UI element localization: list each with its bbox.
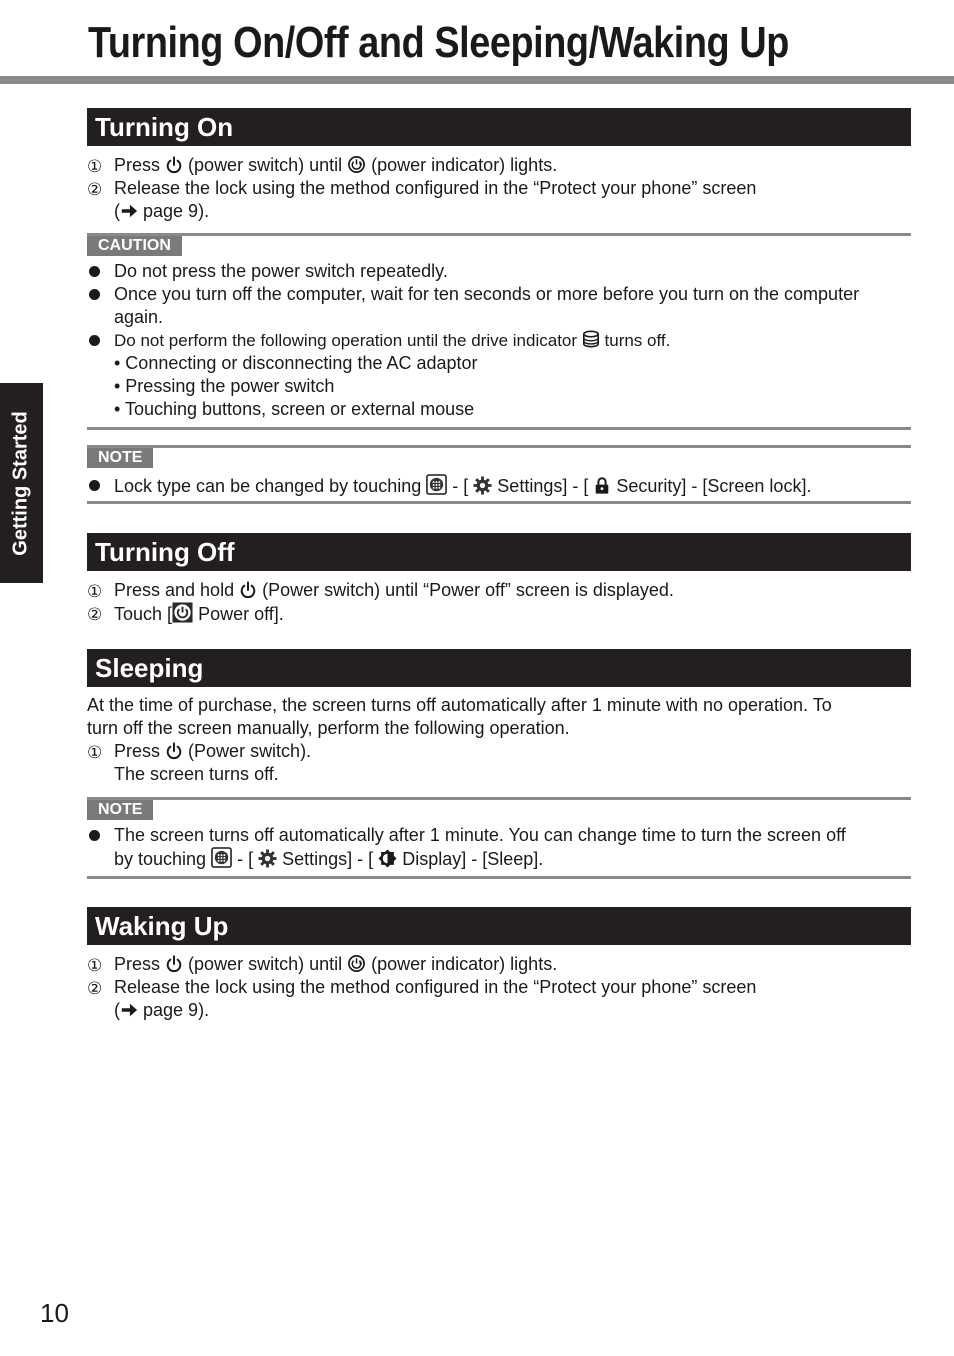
lock-icon	[593, 476, 611, 495]
step-text-part: (Power switch) until “Power off” screen is displayed.	[262, 580, 674, 600]
note-bottom-rule	[87, 501, 911, 504]
page-title: Turning On/Off and Sleeping/Waking Up	[88, 18, 789, 67]
step-text-part: Press	[114, 155, 161, 175]
power-off-icon	[172, 602, 193, 623]
step-text-part: (power indicator) lights.	[371, 155, 558, 175]
gear-icon	[473, 476, 492, 495]
caution-text-part: turns off.	[604, 331, 671, 350]
step-number: ①	[87, 157, 103, 176]
caution-text-part: Do not perform the following operation until the drive indicator	[114, 331, 578, 350]
step-text-part: Press	[114, 741, 161, 761]
caution-text: again.	[114, 307, 164, 327]
power-indicator-icon	[347, 155, 366, 174]
step-text	[114, 200, 209, 223]
note-bottom-rule	[87, 876, 911, 879]
power-icon	[165, 742, 183, 760]
note-text: The screen turns off automatically after 1 minute. You can change time to turn the screen off	[114, 825, 846, 845]
power-icon	[239, 581, 257, 599]
step-text-part: (Power switch).	[188, 741, 312, 761]
step-number: ②	[87, 180, 103, 199]
note-top-rule	[87, 797, 911, 800]
section-heading-sleeping: Sleeping	[87, 649, 911, 687]
step-result-text: The screen turns off.	[114, 764, 279, 784]
note-label: NOTE	[87, 800, 153, 820]
section-heading-turning-on: Turning On	[87, 108, 911, 146]
note-text	[114, 474, 811, 498]
step-text-part: (	[114, 201, 120, 221]
step-text-part: Touch [	[114, 604, 173, 624]
step-text-part: (power switch) until	[188, 155, 343, 175]
caution-text	[114, 329, 670, 352]
caution-text: Do not press the power switch repeatedly.	[114, 261, 448, 281]
power-icon	[165, 955, 183, 973]
apps-icon	[426, 474, 447, 495]
step-text	[114, 953, 557, 976]
step-text-part: Power off].	[198, 604, 284, 624]
step-text-part: Press	[114, 954, 161, 974]
step-text	[114, 602, 284, 626]
step-text	[114, 579, 674, 602]
caution-subitem: • Pressing the power switch	[114, 376, 335, 396]
step-number: ①	[87, 743, 103, 762]
caution-top-rule	[87, 233, 911, 236]
note-text-part: by touching	[114, 849, 207, 869]
caution-subitem: • Touching buttons, screen or external mouse	[114, 399, 475, 419]
note-top-rule	[87, 445, 911, 448]
drive-indicator-icon	[582, 329, 600, 349]
caution-bottom-rule	[87, 427, 911, 430]
bullet-icon	[89, 335, 100, 346]
note-text-part: Settings] - [	[497, 476, 589, 496]
bullet-icon	[89, 266, 100, 277]
bullet-icon	[89, 830, 100, 841]
display-brightness-icon	[378, 849, 397, 868]
section-heading-waking-up: Waking Up	[87, 907, 911, 945]
note-text-part: Security] - [Screen lock].	[616, 476, 812, 496]
step-text	[114, 999, 209, 1022]
step-number: ①	[87, 582, 103, 601]
apps-icon	[211, 847, 232, 868]
sleeping-paragraph-line-1: At the time of purchase, the screen turns off automatically after 1 minute with no operation. To	[87, 695, 832, 715]
note-text	[114, 847, 543, 871]
caution-label: CAUTION	[87, 236, 182, 256]
step-text-part: Press and hold	[114, 580, 235, 600]
arrow-right-icon	[120, 1001, 138, 1019]
step-number: ②	[87, 979, 103, 998]
gear-icon	[258, 849, 277, 868]
step-text: Release the lock using the method configured in the “Protect your phone” screen	[114, 178, 757, 198]
step-text-part: (power switch) until	[188, 954, 343, 974]
side-tab-getting-started	[0, 383, 43, 583]
step-text: Release the lock using the method configured in the “Protect your phone” screen	[114, 977, 757, 997]
step-text	[114, 154, 557, 177]
power-indicator-icon	[347, 954, 366, 973]
title-rule	[0, 76, 954, 84]
section-heading-turning-off: Turning Off	[87, 533, 911, 571]
caution-subitem: • Connecting or disconnecting the AC adaptor	[114, 353, 478, 373]
note-text-part: Lock type can be changed by touching	[114, 476, 422, 496]
note-text-part: - [	[452, 476, 469, 496]
bullet-icon	[89, 480, 100, 491]
sleeping-paragraph-line-2: turn off the screen manually, perform the following operation.	[87, 718, 570, 738]
note-label: NOTE	[87, 448, 153, 468]
arrow-right-icon	[120, 202, 138, 220]
step-text-part: (	[114, 1000, 120, 1020]
side-tab-label: Getting Started	[10, 410, 33, 556]
power-icon	[165, 156, 183, 174]
note-text-part: Display] - [Sleep].	[402, 849, 544, 869]
step-text-part: (power indicator) lights.	[371, 954, 558, 974]
page-reference-link[interactable]: page 9).	[143, 1000, 210, 1020]
step-number: ①	[87, 956, 103, 975]
step-text	[114, 740, 311, 763]
step-number: ②	[87, 605, 103, 624]
page-number: 10	[40, 1298, 69, 1328]
note-text-part: Settings] - [	[282, 849, 374, 869]
caution-text: Once you turn off the computer, wait for ten seconds or more before you turn on the computer	[114, 284, 860, 304]
bullet-icon	[89, 289, 100, 300]
note-text-part: - [	[237, 849, 254, 869]
page-reference-link[interactable]: page 9).	[143, 201, 210, 221]
